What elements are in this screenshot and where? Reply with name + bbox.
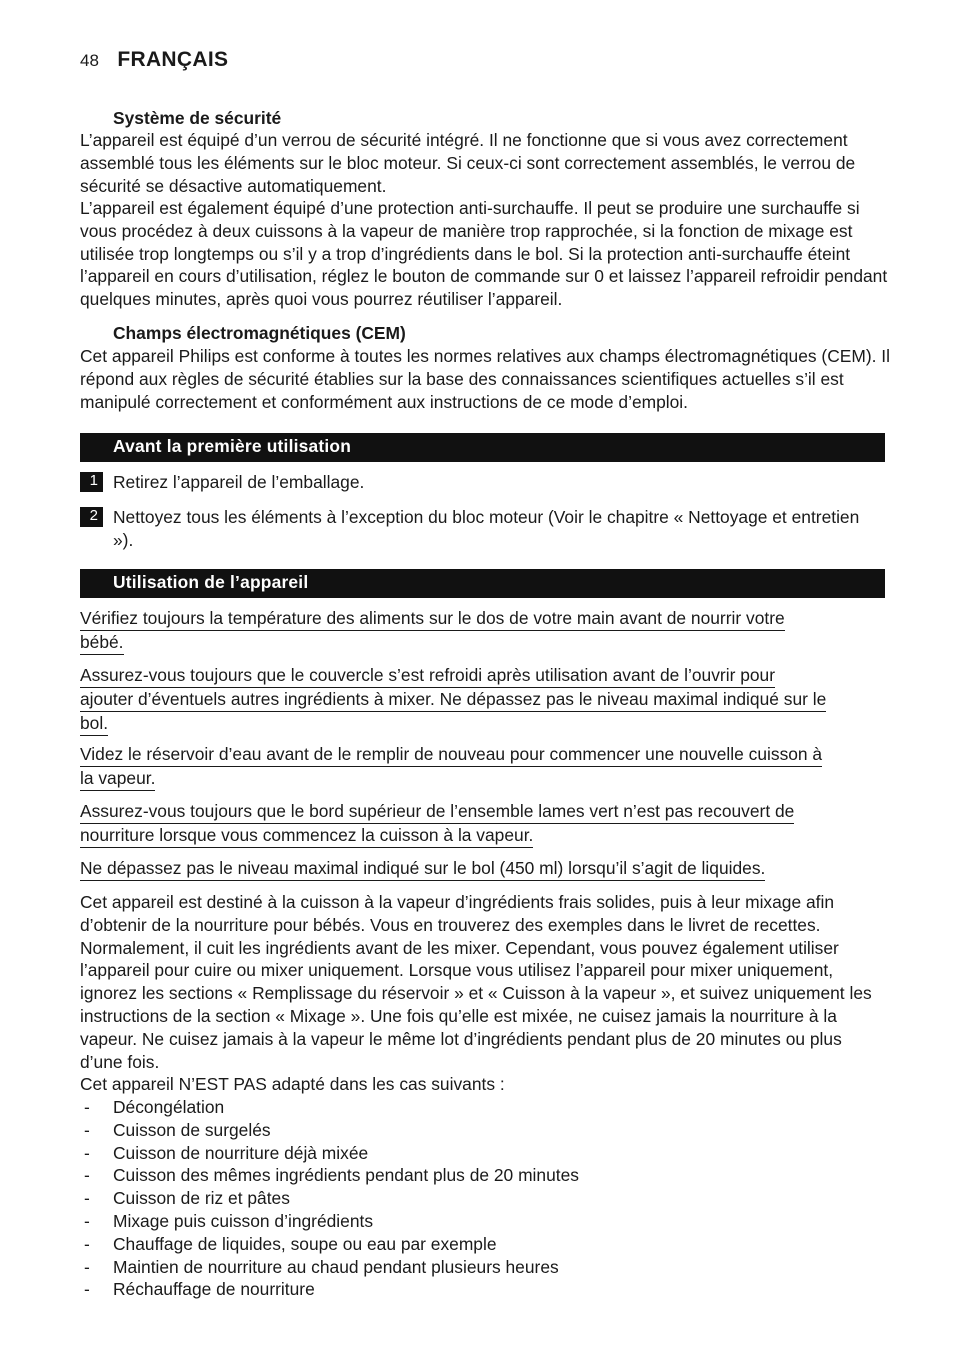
list-item: - Décongélation: [80, 1096, 880, 1119]
step-1: [80, 471, 886, 495]
list-item: - Maintien de nourriture au chaud pendant plusieurs heures: [80, 1256, 880, 1279]
list-item: - Cuisson de riz et pâtes: [80, 1187, 880, 1210]
warning-5: Ne dépassez pas le niveau maximal indiqué sur le bol (450 ml) lorsqu’il s’agit de liquides.: [80, 857, 886, 881]
page-number: 48: [80, 51, 99, 70]
step-number-badge: 2: [80, 507, 103, 527]
step-text: Nettoyez tous les éléments à l’exception du bloc moteur (Voir le chapitre « Nettoyage et entretien »).: [113, 507, 860, 550]
warning-4: Assurez-vous toujours que le bord supérieur de l’ensemble lames vert n’est pas recouvert de nourriture lorsque vous commencez la cuisson à la vapeur.: [80, 800, 886, 848]
warning-1: Vérifiez toujours la température des aliments sur le dos de votre main avant de nourrir votre bébé.: [80, 607, 886, 655]
list-item: - Chauffage de liquides, soupe ou eau par exemple: [80, 1233, 880, 1256]
safety-title: Système de sécurité: [113, 108, 282, 128]
emf-title: Champs électromagnétiques (CEM): [113, 323, 406, 343]
section-title-before-first-use: Avant la première utilisation: [113, 436, 352, 456]
list-item: - Mixage puis cuisson d’ingrédients: [80, 1210, 880, 1233]
list-item: - Réchauffage de nourriture: [80, 1278, 880, 1301]
section-bar-before-first-use: [80, 433, 885, 462]
emf-paragraph: Cet appareil Philips est conforme à toutes les normes relatives aux champs électromagnétiques (CEM). Il répond aux règles de sécurité établies sur la base des connaissances scientifiques actuelles s’il est manipulé correctement et conformément aux instructions de ce mode d’emploi.: [80, 346, 890, 412]
page-header: [80, 48, 228, 72]
not-suited-intro: Cet appareil N’EST PAS adapté dans les cas suivants :: [80, 1074, 505, 1094]
usage-paragraph: Cet appareil est destiné à la cuisson à la vapeur d’ingrédients frais solides, puis à leur mixage afin d’obtenir de la nourriture pour bébés. Vous en trouverez des exemples dans le livret de recettes. Normalement, il cuit les ingrédients avant de les mixer. Cependant, vous pouvez également utiliser l’appareil pour cuire ou mixer uniquement. Lorsque vous utilisez l’appareil pour mixer uniquement, ignorez les sections « Remplissage du réservoir » et « Cuisson à la vapeur », et suivez uniquement les instructions de la section « Mixage ». Une fois qu’elle est mixée, ne cuisez jamais la nourriture à la vapeur. Ne cuisez jamais à la vapeur le même lot d’ingrédients pendant plus de 20 minutes ou plus d’une fois.: [80, 892, 872, 1072]
warning-2: Assurez-vous toujours que le couvercle s’est refroidi après utilisation avant de l’ouvrir pour ajouter d’éventuels autres ingrédients à mixer. Ne dépassez pas le niveau maximal indiqué sur le bol.: [80, 664, 886, 736]
list-item: - Cuisson de nourriture déjà mixée: [80, 1142, 880, 1165]
section-bar-using: [80, 569, 885, 598]
step-text: Retirez l’appareil de l’emballage.: [113, 472, 365, 492]
list-item: - Cuisson de surgelés: [80, 1119, 880, 1142]
language-heading: FRANÇAIS: [117, 48, 229, 71]
safety-paragraph-2: L’appareil est également équipé d’une protection anti-surchauffe. Il peut se produire une surchauffe si vous procédez à deux cuissons à la vapeur de manière trop rapprochée, si la fonction de mixage est utilisée trop longtemps ou s’il y a trop d’ingrédients dans le bol. Si la protection anti-surchauffe éteint l’appareil en cours d’utilisation, réglez le bouton de commande sur 0 et laissez l’appareil refroidir pendant quelques minutes, après quoi vous pourrez réutiliser l’appareil.: [80, 198, 888, 310]
warning-3: Videz le réservoir d’eau avant de le remplir de nouveau pour commencer une nouvelle cuisson à la vapeur.: [80, 743, 886, 791]
list-item: - Cuisson des mêmes ingrédients pendant plus de 20 minutes: [80, 1164, 880, 1187]
safety-paragraph-1: L’appareil est équipé d’un verrou de sécurité intégré. Il ne fonctionne que si vous avez correctement assemblé tous les éléments sur le bloc moteur. Si ceux-ci sont correctement assemblés, le verrou de sécurité se désactive automatiquement.: [80, 130, 856, 196]
not-suited-list: [80, 1096, 880, 1301]
step-2: [80, 506, 886, 554]
section-title-using: Utilisation de l’appareil: [113, 572, 309, 592]
step-number-badge: 1: [80, 472, 103, 492]
